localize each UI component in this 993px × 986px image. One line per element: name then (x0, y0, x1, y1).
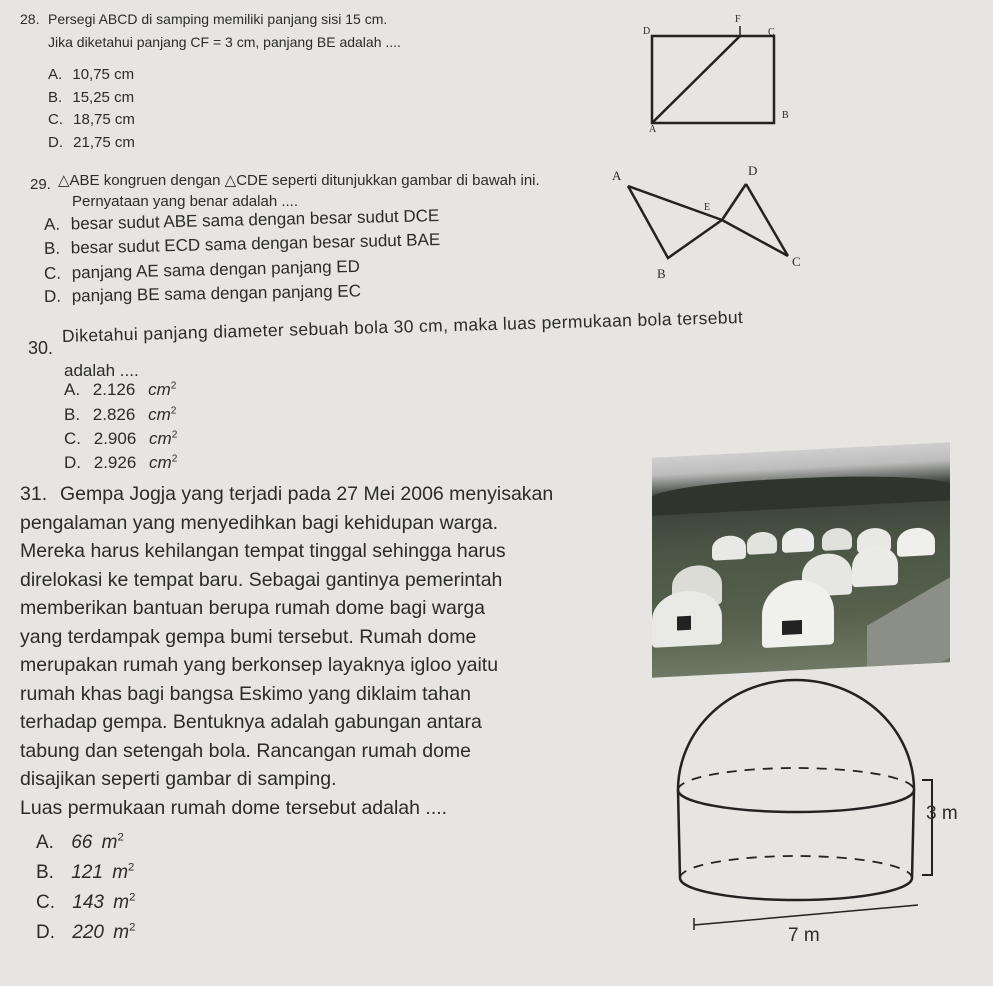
q29-label-e: E (704, 202, 711, 213)
dome-house (712, 535, 746, 561)
q28-option-b-letter: B. (48, 89, 63, 106)
q31-option-d (36, 922, 135, 944)
segment-ae (652, 36, 740, 123)
q28-label-d: D (643, 26, 651, 37)
q30-option-b-exp: 2 (170, 405, 177, 417)
q28-option-b-text: 15,25 cm (72, 89, 135, 106)
q29-option-a-letter: A. (43, 214, 61, 234)
q31-option-d-exp: 2 (129, 921, 136, 934)
cylinder-left-side (678, 790, 680, 878)
q29-option-d (44, 281, 361, 307)
q30-option-a-letter: A. (64, 380, 81, 399)
q28-label-b: B (782, 110, 789, 121)
q31-line-4: direlokasi ke tempat baru. Sebagai gantinya pemerintah (20, 569, 503, 591)
q30-option-d-unit: cm (149, 453, 172, 472)
diameter-label: 7 m (788, 925, 820, 946)
q31-option-d-value: 220 (72, 922, 104, 943)
q31-line-10: tabung dan setengah bola. Rancangan rumah dome (20, 740, 472, 762)
q30-line2: adalah .... (64, 361, 139, 380)
q31-option-c-unit: m (113, 892, 130, 913)
q30-option-b-unit: cm (148, 405, 171, 424)
q31-option-c-exp: 2 (129, 891, 136, 904)
bottom-ellipse-front (680, 878, 912, 900)
q31-option-a (36, 832, 124, 854)
q30-option-c-exp: 2 (171, 429, 178, 441)
q28-option-d-text: 21,75 cm (73, 134, 135, 151)
q28-label-a: A (649, 124, 657, 135)
q29-line1: △ABE kongruen dengan △CDE seperti ditunjukkan gambar di bawah ini. (58, 172, 540, 189)
dome-house (782, 527, 814, 553)
q28-square-figure (640, 18, 780, 138)
q30-number: 30. (28, 338, 54, 358)
dome-village-photo (652, 442, 950, 678)
q31-line-1: Gempa Jogja yang terjadi pada 27 Mei 2006 menyisakan (60, 483, 554, 505)
dome-diagram (660, 680, 960, 930)
q30-line1: Diketahui panjang diameter sebuah bola 30 cm, maka luas permukaan bola tersebut (61, 306, 744, 346)
q31-line-11: disajikan seperti gambar di samping. (20, 768, 337, 790)
q31-number: 31. (20, 483, 48, 505)
q31-option-c-value: 143 (72, 892, 104, 913)
dome-house-front (762, 578, 834, 648)
q28-option-b (48, 89, 134, 106)
hidden-top-ellipse (678, 768, 914, 790)
diameter-dimension-line (694, 905, 918, 925)
q31-line-5: memberikan bantuan berupa rumah dome bagi warga (20, 597, 486, 619)
q29-label-a: A (612, 168, 622, 183)
q28-option-c (48, 111, 135, 128)
q31-option-d-letter: D. (36, 922, 55, 943)
q28-line2: Jika diketahui panjang CF = 3 cm, panjang BE adalah .... (48, 34, 401, 50)
q30-option-a-exp: 2 (170, 380, 177, 392)
q29-option-c-letter: C. (43, 263, 62, 283)
q28-option-d-letter: D. (48, 134, 63, 151)
q28-line1: Persegi ABCD di samping memiliki panjang sisi 15 cm. (48, 11, 388, 27)
q29-option-b-text: besar sudut ECD sama dengan besar sudut BAE (70, 230, 441, 258)
segments-ab-be (628, 186, 722, 258)
q30-option-b-value: 2.826 (92, 405, 136, 424)
q31-option-d-unit: m (113, 922, 130, 943)
q29-option-d-text: panjang BE sama dengan panjang EC (71, 281, 362, 306)
dome-window (782, 620, 802, 635)
q29-label-c: C (792, 254, 801, 269)
q31-option-a-unit: m (101, 832, 118, 853)
q28-option-c-letter: C. (48, 111, 63, 128)
q29-option-b (44, 230, 441, 259)
dome-house (897, 527, 935, 557)
q28-option-d (48, 134, 135, 151)
dome-house (822, 527, 852, 551)
q30-option-b-letter: B. (64, 405, 81, 424)
q31-line-9: terhadap gempa. Bentuknya adalah gabungan antara (20, 711, 482, 733)
hidden-bottom-ellipse (680, 856, 912, 878)
square-abcd (652, 36, 774, 123)
q31-option-c (36, 892, 135, 914)
q29-number: 29. (30, 176, 51, 193)
q30-option-c-value: 2.906 (93, 429, 137, 448)
q29-label-b: B (657, 266, 666, 281)
q30-option-c-letter: C. (64, 429, 81, 448)
q31-line-6: yang terdampak gempa bumi tersebut. Rumah dome (20, 626, 477, 648)
dome-window (677, 616, 691, 631)
q29-option-a-text: besar sudut ABE sama dengan besar sudut DCE (70, 206, 440, 234)
q31-option-c-letter: C. (36, 892, 55, 913)
q29-option-c-text: panjang AE sama dengan panjang ED (71, 256, 361, 283)
q28-option-a-text: 10,75 cm (72, 66, 135, 83)
q31-line-7: merupakan rumah yang berkonsep layaknya igloo yaitu (20, 654, 499, 676)
q31-option-b (36, 862, 134, 884)
q29-option-c (44, 257, 360, 284)
q30-option-a-unit: cm (148, 380, 171, 399)
q29-label-d: D (748, 163, 758, 178)
q31-option-b-unit: m (112, 862, 129, 883)
q31-option-b-letter: B. (36, 862, 54, 883)
q30-option-c (64, 429, 177, 449)
q29-option-b-letter: B. (43, 238, 61, 258)
dome-house (747, 531, 777, 555)
q31-line-3: Mereka harus kehilangan tempat tinggal sehingga harus (20, 540, 506, 562)
q28-label-c: C (768, 27, 775, 38)
height-dimension-bracket (922, 780, 932, 875)
q30-option-b (64, 405, 176, 425)
q30-option-c-unit: cm (149, 429, 172, 448)
q30-option-d-value: 2.926 (93, 453, 137, 472)
q28-option-a-letter: A. (48, 66, 63, 83)
cylinder-right-side (912, 790, 914, 878)
q31-option-a-value: 66 (71, 832, 93, 853)
q30-option-d-exp: 2 (171, 453, 178, 465)
q30-option-a-value: 2.126 (92, 380, 136, 399)
top-ellipse-front (678, 790, 914, 812)
q29-line2: Pernyataan yang benar adalah .... (72, 193, 298, 210)
height-label: 3 m (926, 803, 958, 824)
q29-triangles-figure (610, 170, 810, 280)
q31-option-a-exp: 2 (117, 831, 124, 844)
treeline (652, 470, 950, 516)
q31-option-a-letter: A. (36, 832, 54, 853)
dome-house (852, 545, 898, 587)
q30-option-d-letter: D. (64, 453, 81, 472)
q29-option-d-letter: D. (43, 286, 62, 306)
q31-line-2: pengalaman yang menyedihkan bagi kehidupan warga. (20, 512, 499, 534)
q31-option-b-exp: 2 (128, 861, 135, 874)
q28-option-a (48, 66, 134, 83)
q30-option-d (64, 453, 177, 473)
q31-line-8: rumah khas bagi bangsa Eskimo yang diklaim tahan (20, 683, 471, 705)
q31-option-b-value: 121 (71, 862, 103, 883)
q28-label-f: F (735, 14, 741, 25)
q31-line-12: Luas permukaan rumah dome tersebut adalah .... (20, 797, 448, 819)
segment-ed (722, 184, 746, 220)
q28-number: 28. (20, 11, 40, 27)
q30-option-a (64, 380, 176, 400)
q28-option-c-text: 18,75 cm (73, 111, 135, 128)
